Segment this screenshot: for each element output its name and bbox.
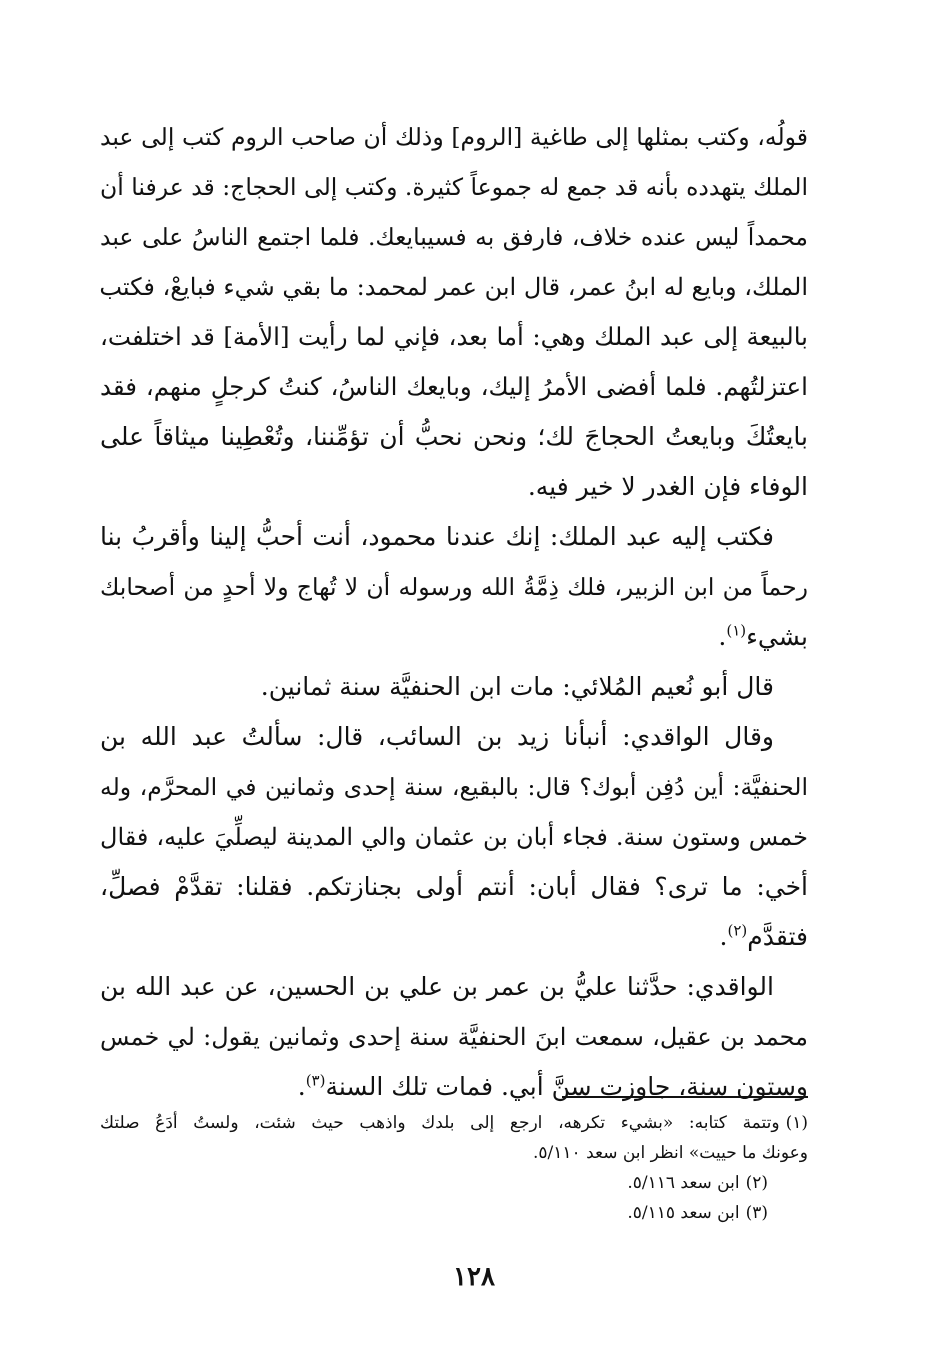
- text-line: رحماً من ابن الزبير، فلك ذِمَّةُ الله ورسوله أن لا تُهاج ولا أحدٍ من أصحابك: [100, 573, 808, 601]
- paragraph: [100, 962, 808, 1112]
- text-run: .: [297, 1072, 306, 1101]
- footnote-number: (١): [785, 1113, 808, 1133]
- text-line: بالبيعة إلى عبد الملك وهي: أما بعد، فإني لما رأيت [الأمة] قد اختلفت،: [100, 322, 808, 351]
- paragraph: [100, 712, 808, 962]
- text-line: خمس وستون سنة. فجاء أبان بن عثمان والي المدينة ليصلِّيَ عليه، فقال: [100, 823, 809, 851]
- text-line: وقال الواقدي: أنبأنا زيد بن السائب، قال: سألتُ عبد الله بن: [100, 722, 774, 751]
- paragraph: [100, 512, 808, 662]
- footnote-ref[interactable]: (٢): [727, 921, 748, 940]
- text-run: .: [719, 922, 728, 951]
- footnote-ref[interactable]: (١): [726, 621, 747, 640]
- text-line: أخي: ما ترى؟ فقال أبان: أنتم أولى بجنازتكم. فقلنا: تقدَّمْ فصلِّ،: [100, 872, 808, 901]
- text-line: الواقدي: حدَّثنا عليُّ بن عمر بن علي بن الحسين، عن عبد الله بن: [100, 972, 774, 1001]
- text-line: الوفاء فإن الغدر لا خير فيه.: [527, 472, 808, 501]
- text-line: قولُه، وكتب بمثلها إلى طاغية [الروم] وذلك أن صاحب الروم كتب إلى عبد: [100, 123, 808, 151]
- text-line: [100, 1062, 808, 1112]
- footnote-text: ابن سعد ٥/١١٦.: [627, 1173, 740, 1193]
- text-line: بايعتُكَ وبايعتُ الحجاجَ لك؛ ونحن نحبُّ أن تؤمِّننا، وتُعْطِينا ميثاقاً على: [100, 422, 808, 451]
- footnote-line: [100, 1168, 808, 1198]
- paragraph: [100, 112, 808, 512]
- text-line: الحنفيَّة: أين دُفِن أبوك؟ قال: بالبقيع، سنة إحدى وثمانين في المحرَّم، وله: [100, 773, 808, 801]
- footnotes: [100, 1108, 808, 1228]
- footnote-number: (٢): [745, 1173, 768, 1193]
- main-text: [100, 112, 808, 1112]
- footnote-text: ابن سعد ٥/١١٥.: [627, 1203, 740, 1223]
- footnote-line: [100, 1138, 808, 1168]
- text-line: الملك، وبايع له ابنُ عمر، قال ابن عمر لمحمد: ما بقي شيء فبايعْ، فكتب: [99, 273, 808, 301]
- separator-line: [562, 1096, 808, 1098]
- text-line: الملك يتهدده بأنه قد جمع له جموعاً كثيرة. وكتب إلى الحجاج: قد عرفنا أن: [100, 173, 808, 201]
- text-run: وستون سنة، جاوزت سنَّ أبي. فمات تلك السنة: [325, 1072, 808, 1101]
- text-line: [100, 612, 808, 662]
- footnote-line: [100, 1198, 808, 1228]
- paragraph: [100, 662, 808, 712]
- text-line: اعتزلتُهم. فلما أفضى الأمرُ إليك، وبايعك الناسُ، كنتُ كرجلٍ منهم، فقد: [100, 372, 808, 401]
- text-line: محمداً ليس عنده خلاف، فارفق به فسيبايعك. فلما اجتمع الناسُ على عبد: [100, 223, 808, 251]
- footnote-text: وعونك ما حييت» انظر ابن سعد ٥/١١٠.: [533, 1143, 808, 1163]
- text-run: فتقدَّم: [747, 922, 808, 951]
- text-line: فكتب إليه عبد الملك: إنك عندنا محمود، أنت أحبُّ إلينا وأقربُ بنا: [100, 522, 774, 551]
- text-run: بشيء: [746, 622, 808, 651]
- footnote-ref[interactable]: (٣): [305, 1071, 326, 1090]
- footnote-line: [100, 1108, 808, 1138]
- page-number: ١٢٨: [453, 1262, 495, 1292]
- footnote-text: وتتمة كتابه: «بشيء تكرهه، ارجع إلى بلدك واذهب حيث شئت، ولستُ أدَعُ صلتك: [100, 1113, 780, 1133]
- text-line: محمد بن عقيل، سمعت ابنَ الحنفيَّة سنة إحدى وثمانين يقول: لي خمس: [100, 1023, 808, 1051]
- text-line: [100, 912, 808, 962]
- text-run: .: [718, 622, 727, 651]
- text-line: قال أبو نُعيم المُلائي: مات ابن الحنفيَّة سنة ثمانين.: [260, 672, 774, 701]
- footnote-number: (٣): [745, 1203, 768, 1223]
